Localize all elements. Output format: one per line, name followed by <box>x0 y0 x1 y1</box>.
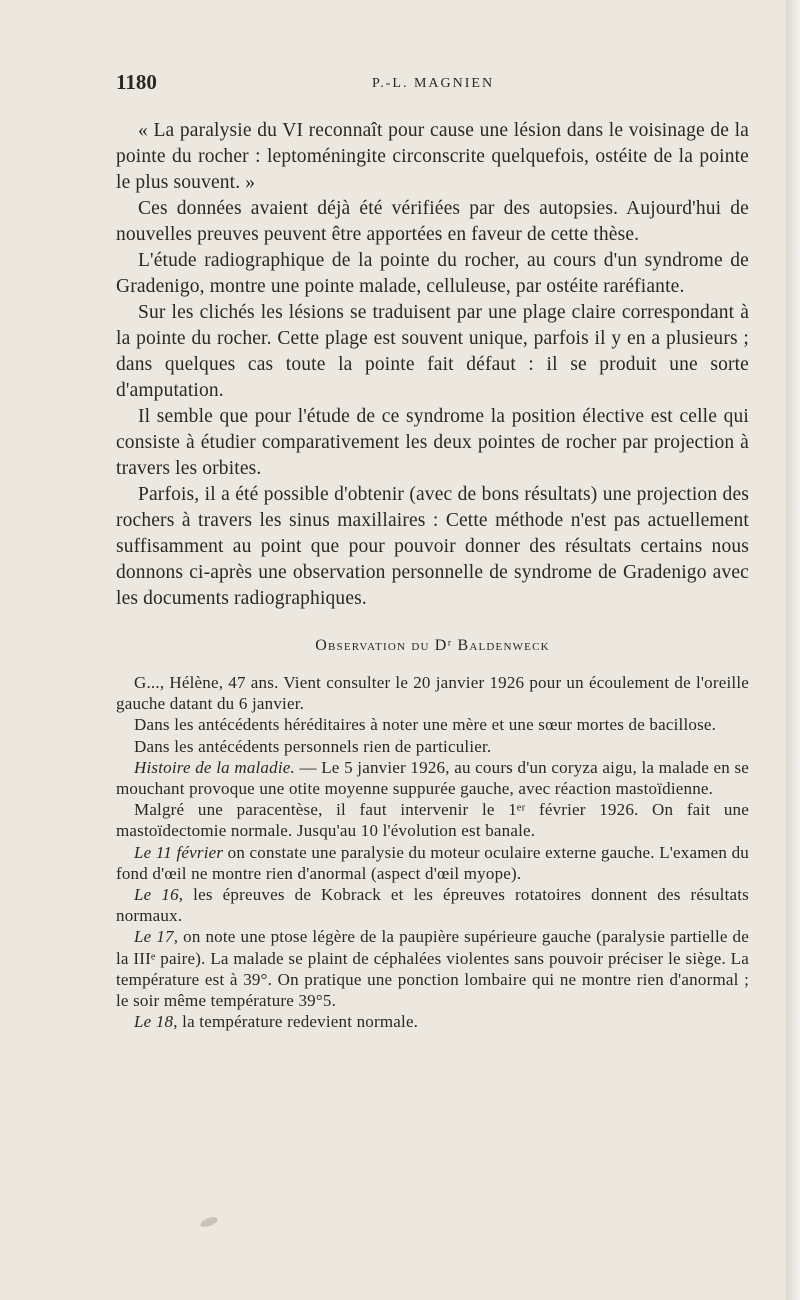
paragraph: « La paralysie du VI reconnaît pour cause une lésion dans le voisinage de la pointe du rocher : leptoméningite circonscrite quelquefois, ostéite de la pointe le plus souvent. » <box>116 120 749 193</box>
observation-text: — Le 5 janvier 1926, au cours d'un coryza aigu, la malade en se mouchant provoque une otite moyenne suppurée gauche, avec réaction mastoïdienne. <box>116 757 750 799</box>
observation-paragraph <box>116 799 749 841</box>
paragraph: Parfois, il a été possible d'obtenir (avec de bons résultats) une projection des rochers à travers les sinus maxillaires : Cette méthode n'est pas actuellement suffisamment au point que pour pouvoir donner des résultats certains nous donnons ci-après une observation personnelle de syndrome de Gradenigo avec les documents radiographiques. <box>116 484 749 609</box>
observation-paragraph <box>116 1011 749 1032</box>
observation-paragraph <box>116 926 749 1011</box>
section-heading: Observation du Dʳ Baldenweck <box>315 637 550 654</box>
paragraph: Il semble que pour l'étude de ce syndrome la position élective est celle qui consiste à étudier comparativement les deux pointes de rocher par projection à travers les orbites. <box>116 406 749 479</box>
observation-paragraph <box>116 884 749 926</box>
observation-lead: Le 11 février <box>134 842 224 862</box>
running-head: P.-L. MAGNIEN <box>372 76 495 91</box>
page-edge <box>786 0 800 1300</box>
observation-lead: Le 16, <box>134 885 184 905</box>
observation-text: les épreuves de Kobrack et les épreuves rotatoires donnent des résultats normaux. <box>116 885 749 926</box>
observation-text: Malgré une paracentèse, il faut intervenir le 1ᵉʳ février 1926. On fait une mastoïdectomie normale. Jusqu'au 10 l'évolution est banale. <box>116 800 749 841</box>
observation-lead: Le 17, <box>134 927 179 947</box>
observation-paragraph <box>116 736 749 757</box>
ink-smudge <box>199 1215 219 1229</box>
observation-text: Dans les antécédents personnels rien de particulier. <box>134 736 492 756</box>
observation-paragraph <box>116 672 749 714</box>
observation-paragraph <box>116 842 749 884</box>
page-header <box>116 70 756 100</box>
observation-text: on note une ptose légère de la paupière supérieure gauche (paralysie partielle de la IIIᵉ paire). La malade se plaint de céphalées violentes sans pouvoir préciser le siège. La température est à 39°. On pratique une ponction lombaire qui ne montre rien d'anormal ; le soir même température 39°5. <box>116 927 749 1011</box>
observation-paragraph <box>116 714 749 735</box>
observation-text: la température redevient normale. <box>177 1012 419 1032</box>
observation-text: Dans les antécédents héréditaires à noter une mère et une sœur mortes de bacillose. <box>134 715 717 735</box>
observation-paragraph <box>116 757 749 799</box>
paragraph: Ces données avaient déjà été vérifiées par des autopsies. Aujourd'hui de nouvelles preuves peuvent être apportées en faveur de cette thèse. <box>116 198 749 245</box>
observation-lead: Le 18, <box>134 1012 178 1032</box>
observation-text: on constate une paralysie du moteur oculaire externe gauche. L'examen du fond d'œil ne montre rien d'anormal (aspect d'œil myope). <box>116 842 749 883</box>
paragraph: Sur les clichés les lésions se traduisent par une plage claire correspondant à la pointe du rocher. Cette plage est souvent unique, parfois il y en a plusieurs ; dans quelques cas toute la pointe fait défaut : il se produit une sorte d'amputation. <box>116 302 749 401</box>
observation-text: G..., Hélène, 47 ans. Vient consulter le 20 janvier 1926 pour un écoulement de l'oreille gauche datant du 6 janvier. <box>116 673 749 714</box>
observation-lead: Histoire de la maladie. <box>134 757 295 777</box>
body-text <box>116 118 749 1032</box>
page-number: 1180 <box>116 70 157 94</box>
paragraph: L'étude radiographique de la pointe du rocher, au cours d'un syndrome de Gradenigo, montre une pointe malade, celluleuse, par ostéite raréfiante. <box>116 250 749 297</box>
